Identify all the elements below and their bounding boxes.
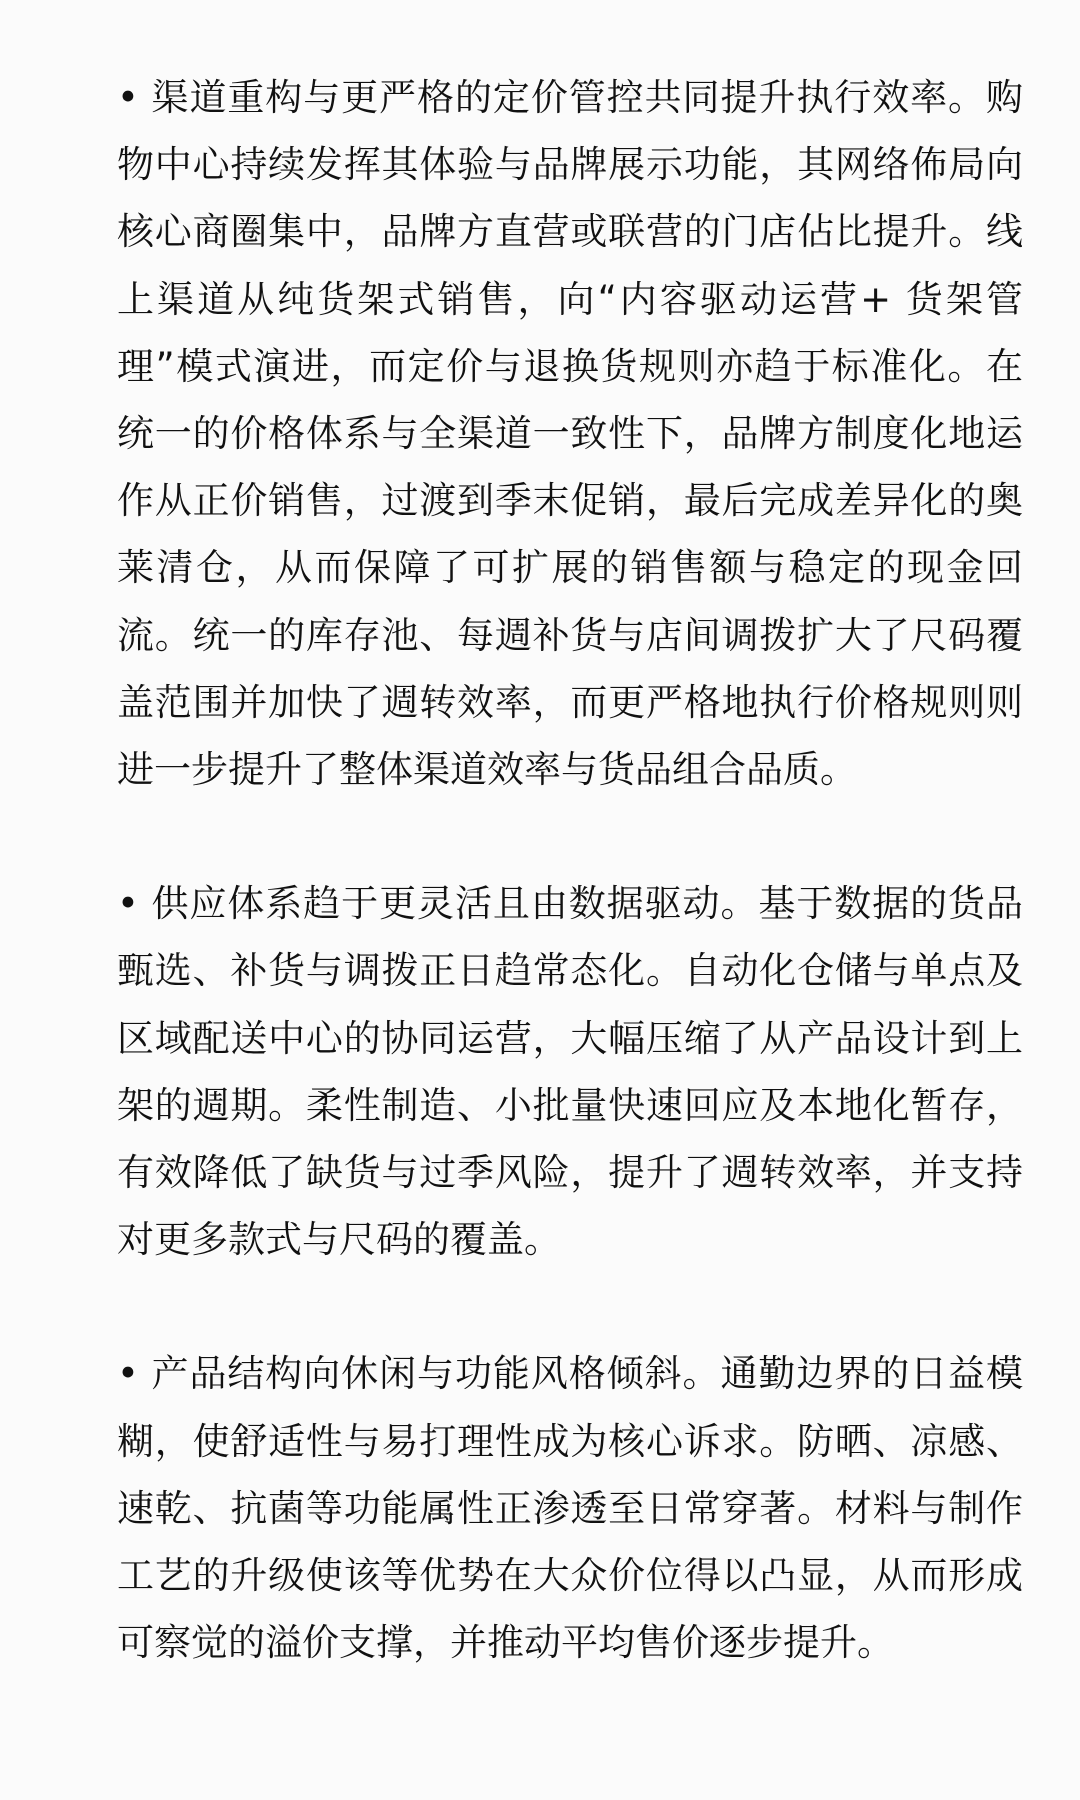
paragraph-product-structure: • 产品结构向休闲与功能风格倾斜。通勤边界的日益模糊，使舒适性与易打理性成为核心诉求。防晒、凉感、速乾、抗菌等功能属性正渗透至日常穿著。材料与制作工艺的升级使该等优势在大众价位得以凸显，从而形成可察觉的溢价支撑，并推动平均售价逐步提升。 — [117, 1352, 1023, 1665]
paragraph-channel-restructuring: • 渠道重构与更严格的定价管控共同提升执行效率。购物中心持续发挥其体验与品牌展示功能，其网络佈局向核心商圈集中，品牌方直营或联营的门店佔比提升。线上渠道从纯货架式销售，向“内容驱动运营+ 货架管理”模式演进，而定价与退换货规则亦趋于标准化。在统一的价格体系与全渠道一致性下，品牌方制度化地运作从正价销售，过渡到季末促销，最后完成差异化的奥莱清仓，从而保障了可扩展的销售额与稳定的现金回流。统一的库存池、每週补货与店间调拨扩大了尺码覆盖范围并加快了週转效率，而更严格地执行价格规则则进一步提升了整体渠道效率与货品组合品质。 — [117, 76, 1023, 792]
document-body — [117, 64, 1023, 1676]
paragraph-supply-system: • 供应体系趋于更灵活且由数据驱动。基于数据的货品甄选、补货与调拨正日趋常态化。自动化仓储与单点及区域配送中心的协同运营，大幅压缩了从产品设计到上架的週期。柔性制造、小批量快速回应及本地化暂存，有效降低了缺货与过季风险，提升了週转效率，并支持对更多款式与尺码的覆盖。 — [117, 882, 1023, 1262]
